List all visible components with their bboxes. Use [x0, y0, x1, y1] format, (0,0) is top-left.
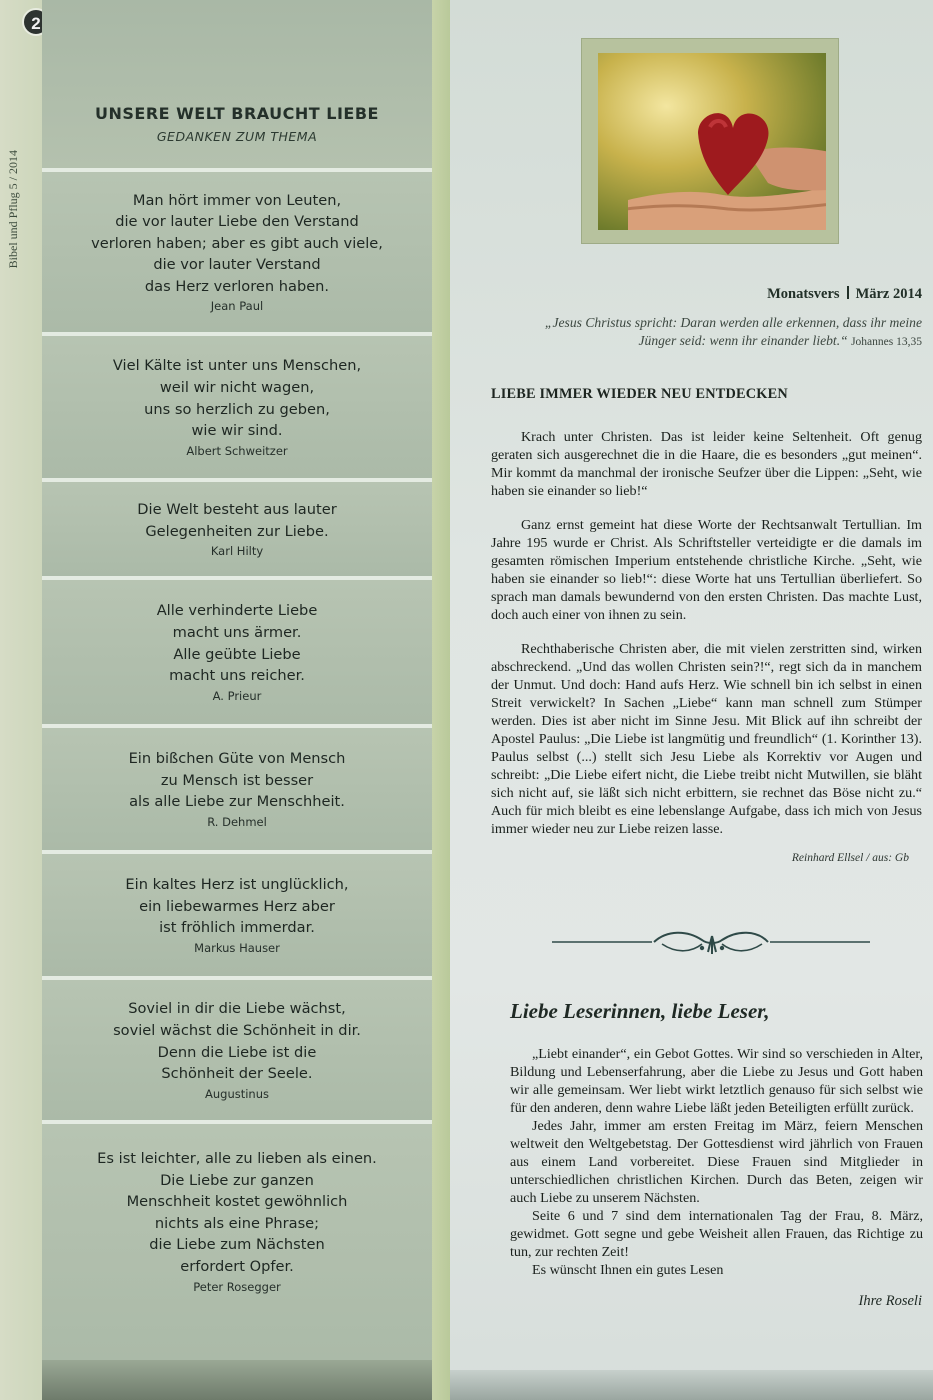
- photo-frame: [581, 38, 839, 244]
- running-head: Bibel und Pflug 5 / 2014: [6, 150, 20, 269]
- right-page: [450, 0, 933, 1400]
- letter-body: [510, 1045, 923, 1279]
- quote-box: [42, 478, 432, 576]
- quote-text: Man hört immer von Leuten, die vor lauter Liebe den Verstand verloren haben; aber es gibt auch viele, die vor lauter Verstand das Herz verloren haben.: [91, 191, 383, 295]
- letter-paragraph: „Liebt einander“, ein Gebot Gottes. Wir sind so verschieden in Alter, Bildung und Lebenserfahrung, aber die Liebe zu Jesus und Gott haben wir alle gemeinsam. Wer liebt wirkt letztlich genauso für sich selbst wie für den anderen, denn wahre Liebe läßt jeden Beteiligten erfüllt zurück.: [510, 1046, 923, 1116]
- quote-author: Albert Schweitzer: [186, 443, 288, 458]
- quote-author: R. Dehmel: [207, 814, 267, 829]
- quote-text: Viel Kälte ist unter uns Menschen, weil wir nicht wagen, uns so herzlich zu geben, wie wir sind.: [112, 357, 362, 440]
- article-paragraph: Krach unter Christen. Das ist leider keine Seltenheit. Oft genug geraten sich ausgerechnet die in die Haare, die es besonders „gut meinen“. Mir kommt da manchmal der ironische Seufzer über die Lippen: „Seht, wie haben sie einander so lieb!“: [491, 429, 922, 499]
- article-signature: Reinhard Ellsel / aus: Gb: [791, 852, 909, 864]
- verse-text: „Jesus Christus spricht: Daran werden alle erkennen, dass ihr meine Jünger seid: wenn ihr einander liebt.“: [544, 315, 922, 348]
- heart-in-hands-photo: [598, 53, 826, 230]
- letter-paragraph: Seite 6 und 7 sind dem internationalen Tag der Frau, 8. März, gewidmet. Gott segne und gebe Weisheit allen Frauen, das Richtige zu tun, zur rechten Zeit!: [510, 1208, 923, 1260]
- column-shadow: [42, 1360, 432, 1400]
- quotes-header: [42, 0, 432, 168]
- quotes-column: [42, 0, 432, 1400]
- article-paragraph: Rechthaberische Christen aber, die mit vielen zerstritten sind, wirken abschreckend. „Und das wollen Christen sein?!“, regt sich da in manchem der Unmut. Und doch: Hand aufs Herz. Wie schnell bin ich selbst in einen Streit verwickelt? In Sachen „Liebe“ kann man schnell zum Stümper werden. Dies ist aber nicht im Sinne Jesu. Mit Blick auf ihn schreibt der Apostel Paulus: „Die Liebe ist langmütig und freundlich“ (1. Korinther 13). Paulus selbst (...) stellt sich Jesu Liebe als Korrektiv vor Augen und schreibt: „Die Liebe eifert nicht, die Liebe treibt nicht Mutwillen, sie bläht sich nicht auf, sie läßt sich nicht erbittern, sie rechnet das Böse nicht zu.“ Auch für mich bleibt es eine lebenslange Aufgabe, dass ich mich von Jesus immer wieder neu zur Liebe reizen lasse.: [491, 641, 922, 837]
- monatsvers-label: Monatsvers: [767, 286, 840, 302]
- letter-paragraph: Es wünscht Ihnen ein gutes Lesen: [532, 1262, 724, 1278]
- quote-text: Ein bißchen Güte von Mensch zu Mensch ist besser als alle Liebe zur Menschheit.: [128, 750, 346, 811]
- verse-reference: Johannes 13,35: [851, 336, 922, 348]
- letter-signature: Ihre Roseli: [858, 1293, 922, 1309]
- separator-bar: [847, 286, 849, 299]
- page-edge-shadow: [450, 1370, 933, 1400]
- page-number-badge: 2: [22, 8, 50, 36]
- flourish-divider-icon: [552, 922, 872, 962]
- monatsvers-heading: [450, 286, 922, 303]
- quotes-title: UNSERE WELT BRAUCHT LIEBE: [95, 104, 379, 123]
- quote-box: [42, 332, 432, 478]
- quote-box: [42, 850, 432, 976]
- quote-author: A. Prieur: [212, 688, 262, 703]
- quote-text: Die Welt besteht aus lauter Gelegenheiten zur Liebe.: [137, 500, 337, 540]
- monatsvers-verse: [506, 314, 922, 351]
- letter-paragraph: Jedes Jahr, immer am ersten Freitag im März, feiern Menschen weltweit den Weltgebetstag. Der Gottesdienst wird jährlich von Frauen aus einem Land vorbereitet. Diese Frauen sind Mitglieder in unterschiedlichen christlichen Kirchen. Durch das Beten, zeigen wir auch Liebe zu unserem Nächsten.: [510, 1118, 923, 1206]
- quote-text: Soviel in dir die Liebe wächst, soviel wächst die Schönheit in dir. Denn die Liebe ist die Schönheit der Seele.: [113, 1000, 361, 1083]
- quote-author: Markus Hauser: [194, 940, 280, 955]
- article-paragraph: Ganz ernst gemeint hat diese Worte der Rechtsanwalt Tertullian. Im Jahre 195 wurde er Christ. Als Schriftsteller verteidigte er die damals im gesamten römischen Imperium entstehende christliche Kirche. „Seht, wie haben sie einander so lieb!“: diese Worte hat uns Tertullian überliefert. So sprach man damals bewundernd von den ersten Christen. Das machte Lust, doch auch einer von ihnen zu sein.: [491, 517, 922, 623]
- quotes-subtitle: GEDANKEN ZUM THEMA: [156, 129, 318, 144]
- quote-author: Karl Hilty: [210, 544, 264, 559]
- letter-title: Liebe Leserinnen, liebe Leser,: [510, 999, 770, 1023]
- hands-holding-heart-icon: [628, 113, 826, 230]
- monatsvers-date: März 2014: [855, 286, 922, 302]
- quote-author: Peter Rosegger: [193, 1279, 281, 1294]
- quote-text: Ein kaltes Herz ist unglücklich, ein liebewarmes Herz aber ist fröhlich immerdar.: [125, 876, 349, 937]
- quote-box: [42, 168, 432, 332]
- quote-text: Alle verhinderte Liebe macht uns ärmer. Alle geübte Liebe macht uns reicher.: [156, 602, 318, 685]
- quote-author: Augustinus: [204, 1086, 269, 1101]
- quote-box: [42, 1120, 432, 1360]
- quote-box: [42, 976, 432, 1120]
- quote-author: Jean Paul: [210, 299, 264, 314]
- quote-text: Es ist leichter, alle zu lieben als einen. Die Liebe zur ganzen Menschheit kostet gewöhnlich nichts als eine Phrase; die Liebe zum Nächsten erfordert Opfer.: [97, 1150, 377, 1275]
- article-title: LIEBE IMMER WIEDER NEU ENTDECKEN: [491, 386, 788, 402]
- quote-box: [42, 724, 432, 850]
- quote-box: [42, 576, 432, 724]
